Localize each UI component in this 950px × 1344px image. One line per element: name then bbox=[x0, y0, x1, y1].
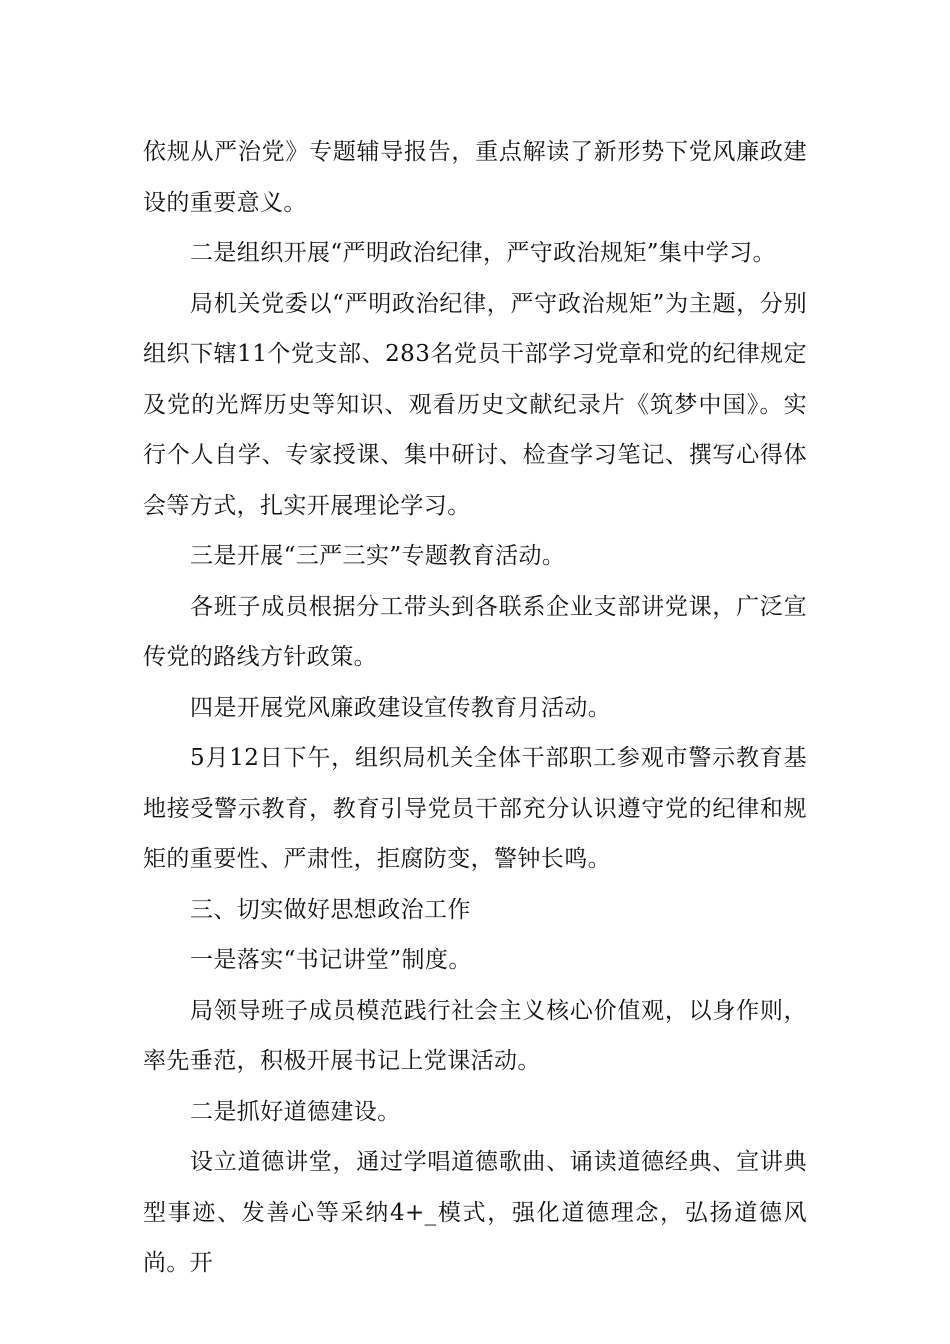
paragraph-10: 局领导班子成员模范践行社会主义核心价值观，以身作则，率先垂范，积极开展书记上党课活动。 bbox=[143, 997, 807, 1074]
paragraph-9: 一是落实“书记讲堂”制度。 bbox=[190, 947, 472, 973]
section-heading: 三、切实做好思想政治工作 bbox=[190, 896, 471, 923]
document-body bbox=[143, 127, 807, 1289]
paragraph-11: 二是抓好道德建设。 bbox=[190, 1098, 401, 1125]
paragraph-1: 依规从严治党》专题辅导报告，重点解读了新形势下党风廉政建设的重要意义。 bbox=[143, 139, 807, 216]
paragraph-2: 二是组织开展“严明政治纪律，严守政治规矩”集中学习。 bbox=[190, 240, 776, 266]
paragraph-6: 四是开展党风廉政建设宣传教育月活动。 bbox=[190, 694, 612, 721]
paragraph-7: 5月12日下午，组织局机关全体干部职工参观市警示教育基地接受警示教育，教育引导党员干部充分认识遵守党的纪律和规矩的重要性、严肃性，拒腐防变，警钟长鸣。 bbox=[143, 745, 807, 872]
paragraph-5: 各班子成员根据分工带头到各联系企业支部讲党课，广泛宣传党的路线方针政策。 bbox=[143, 593, 807, 670]
paragraph-4: 三是开展“三严三实”专题教育活动。 bbox=[190, 543, 566, 569]
paragraph-3: 局机关党委以“严明政治纪律，严守政治规矩”为主题，分别组织下辖11个党支部、283名党员干部学习党章和党的纪律规定及党的光辉历史等知识、观看历史文献纪录片《筑梦中国》。实行个人自学、专家授课、集中研讨、检查学习笔记、撰写心得体会等方式，扎实开展理论学习。 bbox=[143, 290, 807, 519]
paragraph-12: 设立道德讲堂，通过学唱道德歌曲、诵读道德经典、宣讲典型事迹、发善心等采纳4+_模式，强化道德理念，弘扬道德风尚。开 bbox=[143, 1149, 807, 1276]
